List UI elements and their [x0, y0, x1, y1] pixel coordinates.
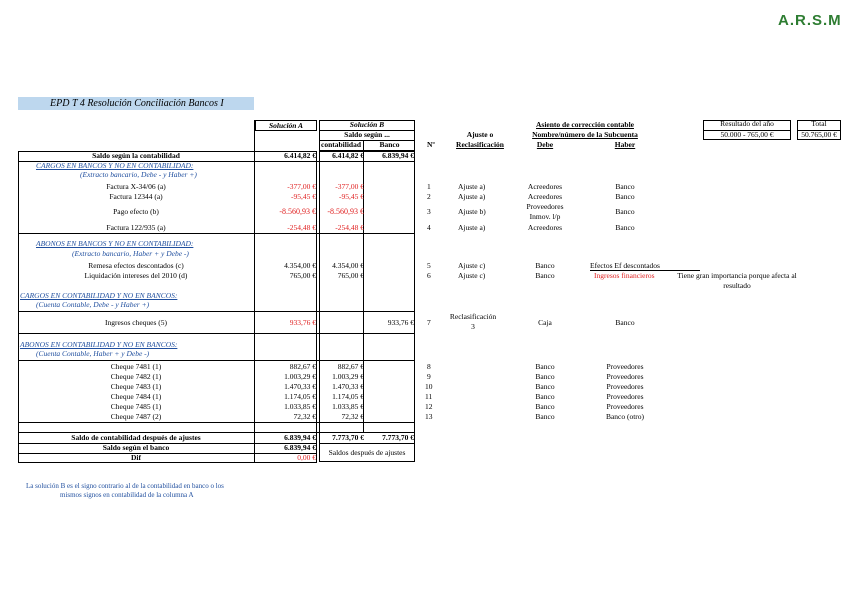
row2-2-n: 6 [427, 271, 431, 280]
row4-6-a: 72,32 € [293, 412, 316, 421]
row4-6-b: 72,32 € [341, 412, 364, 421]
asiento-header-2: Nombre/número de la Subcuenta [532, 130, 638, 139]
row4-3-a: 1.470,33 € [284, 382, 316, 391]
row1-2-haber: Banco [615, 192, 635, 201]
row1-1-n: 1 [427, 182, 431, 191]
row4-1-label: Cheque 7481 (1) [110, 362, 162, 371]
row1-4-debe: Acreedores [527, 223, 563, 232]
row4-6-debe: Banco [535, 412, 555, 421]
saldo-contabilidad-b-banco: 6.839,94 € [382, 151, 414, 160]
row2-1-a: 4.354,00 € [284, 261, 316, 270]
despues-b2: 7.773,70 € [382, 433, 414, 442]
row4-2-haber: Proveedores [606, 372, 644, 381]
row4-5-haber: Proveedores [606, 402, 644, 411]
row4-4-b: 1.174,05 € [332, 392, 364, 401]
despues-label: Saldo de contabilidad después de ajustes [71, 433, 201, 442]
row4-3-haber: Proveedores [606, 382, 644, 391]
despues-b1: 7.773,70 € [332, 433, 364, 442]
row2-1-b: 4.354,00 € [332, 261, 364, 270]
row1-2-debe: Acreedores [527, 192, 563, 201]
row4-6-label: Cheque 7487 (2) [110, 412, 162, 421]
row1-3-a: -8.560,93 € [279, 207, 316, 216]
row1-2-a: -95,45 € [291, 192, 316, 201]
row1-1-label: Factura X-34/06 (a) [106, 182, 166, 191]
row4-3-debe: Banco [535, 382, 555, 391]
row4-4-a: 1.174,05 € [284, 392, 316, 401]
row1-4-a: -254,48 € [287, 223, 316, 232]
contabilidad-label: contabilidad [320, 140, 361, 149]
row4-5-debe: Banco [535, 402, 555, 411]
dif-a: 0,00 € [297, 453, 316, 462]
row4-1-haber: Proveedores [606, 362, 644, 371]
row1-1-a: -377,00 € [287, 182, 316, 191]
note-row6: Tiene gran importancia porque afecta al resultado [677, 271, 797, 290]
row1-2-b: -95,45 € [339, 192, 364, 201]
row2-1-aj: Ajuste c) [458, 261, 486, 270]
row2-2-debe: Banco [535, 271, 555, 280]
row1-1-b: -377,00 € [335, 182, 364, 191]
row3-a: 933,76 € [289, 318, 316, 327]
row1-4-b: -254,48 € [335, 223, 364, 232]
brand-logo: A.R.S.M [778, 12, 842, 29]
row3-n: 7 [427, 318, 431, 327]
row1-1-haber: Banco [615, 182, 635, 191]
row1-1-aj: Ajuste a) [458, 182, 486, 191]
row4-5-a: 1.033,85 € [284, 402, 316, 411]
row4-1-n: 8 [427, 362, 431, 371]
debe-header: Debe [536, 140, 554, 149]
row4-3-label: Cheque 7483 (1) [110, 382, 162, 391]
sec4-title-text: ABONOS EN CONTABILIDAD Y NO EN BANCOS: [20, 340, 178, 349]
sec4-subtitle: (Cuenta Contable, Haber + y Debe -) [36, 349, 150, 358]
row2-2-haber: Ingresos financieros [594, 271, 655, 280]
sol-b-label: Solución B [349, 120, 385, 129]
saldo-contabilidad-label: Saldo según la contabilidad [92, 151, 180, 160]
row1-4-aj: Ajuste a) [458, 223, 486, 232]
sec2-title-text: ABONOS EN BANCOS Y NO EN CONTABILIDAD: [36, 239, 194, 248]
total-label: Total [811, 119, 827, 128]
row3-label: Ingresos cheques (5) [104, 318, 168, 327]
row4-5-b: 1.033,85 € [332, 402, 364, 411]
row1-4-label: Factura 122/935 (a) [106, 223, 166, 232]
row4-3-b: 1.470,33 € [332, 382, 364, 391]
row4-1-debe: Banco [535, 362, 555, 371]
asiento-header-1: Asiento de corrección contable [536, 120, 634, 129]
sec2-title [36, 239, 254, 249]
footnote-line1: La solución B es el signo contrario al de la contabilidad en banco o los [26, 482, 224, 490]
row1-3-label: Pago efecto (b) [113, 207, 159, 216]
row2-1-debe: Banco [535, 261, 555, 270]
row2-1-label: Remesa efectos descontados (c) [88, 261, 184, 270]
row2-1-haber: Efectos Ef descontados [590, 261, 660, 270]
row3-debe: Caja [538, 318, 552, 327]
row4-5-label: Cheque 7485 (1) [110, 402, 162, 411]
sec1-subtitle: (Extracto bancario, Debe - y Haber +) [80, 170, 197, 179]
row4-4-label: Cheque 7484 (1) [110, 392, 162, 401]
row2-2-a: 765,00 € [289, 271, 316, 280]
row4-1-b: 882,67 € [337, 362, 364, 371]
row1-3-n: 3 [427, 207, 431, 216]
row4-4-n: 11 [425, 392, 433, 401]
row1-3-aj: Ajuste b) [458, 207, 486, 216]
row4-5-n: 12 [425, 402, 433, 411]
saldo-segun-label: Saldo según ... [344, 130, 390, 139]
saldos-despues-label: Saldos después de ajustes [328, 448, 406, 457]
row4-6-haber: Banco (otro) [605, 412, 645, 421]
row4-2-a: 1.003,29 € [284, 372, 316, 381]
row1-3-haber: Banco [615, 207, 635, 216]
sec1-title-text: CARGOS EN BANCOS Y NO EN CONTABILIDAD: [36, 161, 194, 170]
row4-3-n: 10 [425, 382, 433, 391]
row4-4-haber: Proveedores [606, 392, 644, 401]
row4-4-debe: Banco [535, 392, 555, 401]
saldo-contabilidad-a: 6.414,82 € [284, 151, 316, 160]
total-value: 50.765,00 € [801, 130, 837, 139]
row1-2-aj: Ajuste a) [458, 192, 486, 201]
row3-haber: Banco [615, 318, 635, 327]
row3-aj: Reclasificación 3 [449, 312, 497, 331]
banco-label: Banco [379, 140, 400, 149]
row4-2-debe: Banco [535, 372, 555, 381]
row4-2-n: 9 [427, 372, 431, 381]
row1-4-haber: Banco [615, 223, 635, 232]
row4-2-label: Cheque 7482 (1) [110, 372, 162, 381]
saldo-banco-label: Saldo según el banco [102, 443, 170, 452]
row2-2-label: Liquidación intereses del 2010 (d) [84, 271, 188, 280]
row1-2-label: Factura 12344 (a) [109, 192, 163, 201]
resultado-label: Resultado del año [720, 119, 774, 128]
footnote-line2: mismos signos en contabilidad de la columna A [60, 491, 194, 499]
row3-banco: 933,76 € [387, 318, 414, 327]
row1-3-b: -8.560,93 € [327, 207, 364, 216]
row1-3-debe: Proveedores Inmov. l/p [526, 202, 564, 221]
sec2-subtitle: (Extracto bancario, Haber + y Debe -) [72, 249, 189, 258]
row2-2-b: 765,00 € [337, 271, 364, 280]
num-header: Nº [427, 140, 435, 149]
row4-2-b: 1.003,29 € [332, 372, 364, 381]
sol-a-label: Solución A [268, 121, 304, 130]
row1-4-n: 4 [427, 223, 431, 232]
dif-label: Dif [131, 453, 141, 462]
sec3-subtitle: (Cuenta Contable, Debe - y Haber +) [36, 300, 150, 309]
despues-a: 6.839,94 € [284, 433, 316, 442]
ajuste-header-2: Reclasificación [456, 140, 504, 149]
sol-a-header [255, 120, 317, 131]
row2-1-n: 5 [427, 261, 431, 270]
row4-6-n: 13 [425, 412, 433, 421]
row1-2-n: 2 [427, 192, 431, 201]
saldo-contabilidad-b-cont: 6.414,82 € [332, 151, 364, 160]
sec3-title-text: CARGOS EN CONTABILIDAD Y NO EN BANCOS: [20, 291, 178, 300]
haber-header: Haber [614, 140, 636, 149]
row4-1-a: 882,67 € [289, 362, 316, 371]
row1-1-debe: Acreedores [527, 182, 563, 191]
ajuste-header-1: Ajuste o [466, 130, 494, 139]
sheet-title: EPD T 4 Resolución Conciliación Bancos I [18, 97, 254, 110]
saldo-banco-a: 6.839,94 € [284, 443, 316, 452]
resultado-value: 50.000 - 765,00 € [720, 130, 774, 139]
row2-2-aj: Ajuste c) [458, 271, 486, 280]
